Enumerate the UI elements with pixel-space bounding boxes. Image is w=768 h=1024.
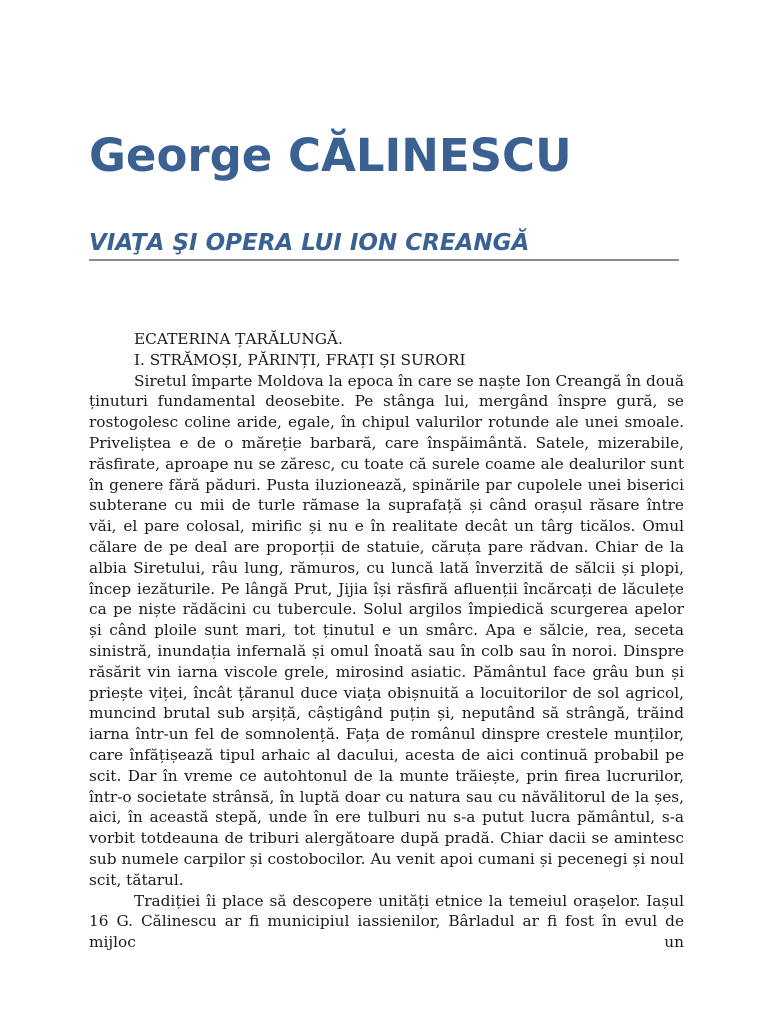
title-underline xyxy=(89,259,679,261)
book-title: VIAŢA ŞI OPERA LUI ION CREANGĂ xyxy=(89,230,530,256)
author-name: George CĂLINESCU xyxy=(89,129,572,182)
body-text xyxy=(89,329,684,953)
paragraph: Siretul împarte Moldova la epoca în care se naște Ion Creangă în două ținuturi fundamental deosebite. Pe stânga lui, mergând înspre gură, se rostogolesc coline aride, egale, în chipul valurilor rotunde ale unei smoale. Priveliștea e de o măreție barbară, care înspăimântă. Satele, mizerabile, răsfirate, aproape nu se zăresc, cu toate că surele coame ale dealurilor sunt în genere fără păduri. Pusta iluzionează, spinările par cupolele unei biserici subterane cu mii de turle rămase la suprafață și când orașul răsare între văi, el pare colosal, mirific și nu e în realitate decât un târg ticălos. Omul călare de pe deal are proporții de statuie, căruța pare rădvan. Chiar de la albia Siretului, râu lung, rămuros, cu luncă lată înverzită de sălcii și plopi, încep iezăturile. Pe lângă Prut, Jijia își răsfiră afluenții încărcați de lăculețe ca pe niște rădăcini cu tubercule. Solul argilos împiedică scurgerea apelor și când ploile sunt mari, tot ținutul e un smârc. Apa e sălcie, rea, seceta sinistră, inundația infernală și omul înoată sau în colb sau în noroi. Dinspre răsărit vin iarna viscole grele, mirosind asiatic. Pământul face grâu bun și priește viței, încât țăranul duce viața obișnuită a locuitorilor de sol agricol, muncind brutal sub arșiță, câștigând puțin și, neputând să strângă, trăind iarna într-un fel de somnolență. Fața de românul dinspre crestele munților, care înfățișează tipul arhaic al dacului, acesta de aici continuă probabil pe scit. Dar în vreme ce autohtonul de la munte trăiește, prin firea lucrurilor, într-o societate strânsă, în luptă doar cu natura sau cu năvălitorul de la șes, aici, în această stepă, unde în ere tulburi nu s-a putut lucra pământul, s-a vorbit totdeauna de triburi alergătoare după pradă. Chiar dacii se amintesc sub numele carpilor și costobocilor. Au venit apoi cumani și pecenegi și noul scit, tătarul. xyxy=(89,371,684,889)
paragraph: I. STRĂMOȘI, PĂRINȚI, FRAȚI ȘI SURORI xyxy=(134,350,466,369)
paragraph: ECATERINA ȚARĂLUNGĂ. xyxy=(134,330,343,348)
paragraph: Tradiției îi place să descopere unități etnice la temeiul orașelor. Iașul 16 G. Călinescu ar fi municipiul iassienilor, Bârladul ar fi fost în evul de mijloc un xyxy=(89,891,684,952)
